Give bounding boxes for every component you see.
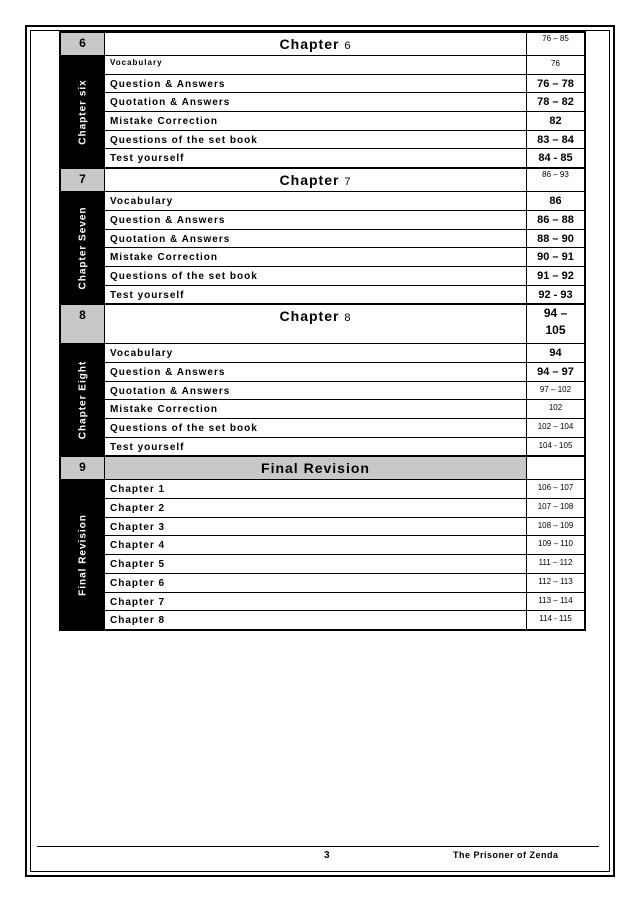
- toc-row: [105, 593, 584, 612]
- row-pages: 102: [526, 400, 584, 418]
- toc-row: [105, 286, 584, 304]
- section-final-revision: [59, 457, 586, 631]
- page-number: 3: [324, 850, 330, 861]
- row-label: Quotation & Answers: [110, 385, 231, 397]
- row-pages: 82: [526, 112, 584, 130]
- row-pages: 112 – 113: [526, 574, 584, 592]
- section-title: Chapter 8: [279, 308, 352, 325]
- row-label: Questions of the set book: [110, 134, 258, 146]
- toc-row: [105, 75, 584, 94]
- row-pages: 104 - 105: [526, 438, 584, 456]
- row-pages: 97 – 102: [526, 382, 584, 400]
- row-pages: 113 – 114: [526, 593, 584, 611]
- row-pages: 111 – 112: [526, 555, 584, 573]
- row-label: Chapter 6: [110, 577, 166, 589]
- side-label: Chapter Seven: [61, 192, 105, 303]
- row-pages: 94: [526, 344, 584, 362]
- section-header: [61, 305, 584, 344]
- row-pages: 109 – 110: [526, 536, 584, 554]
- row-pages: 90 – 91: [526, 248, 584, 266]
- section-number: 8: [61, 305, 105, 343]
- toc-row: [105, 230, 584, 249]
- row-label: Quotation & Answers: [110, 233, 231, 245]
- section-title: Final Revision: [105, 457, 526, 479]
- section-chapter-7: [59, 169, 586, 305]
- row-pages: 78 – 82: [526, 93, 584, 111]
- row-label: Chapter 1: [110, 484, 166, 496]
- row-pages: 76: [526, 56, 584, 74]
- toc-row: [105, 574, 584, 593]
- row-label: Mistake Correction: [110, 252, 219, 264]
- row-pages: 88 – 90: [526, 230, 584, 248]
- section-pages: [526, 457, 584, 479]
- toc-row: [105, 211, 584, 230]
- row-label: Chapter 2: [110, 503, 166, 515]
- section-number: 9: [61, 457, 105, 479]
- toc-row: [105, 131, 584, 150]
- toc-row: [105, 344, 584, 363]
- toc-row: [105, 363, 584, 382]
- toc-row: [105, 382, 584, 401]
- row-pages: 76 – 78: [526, 75, 584, 93]
- row-label: Test yourself: [110, 153, 185, 165]
- row-label: Vocabulary: [110, 196, 174, 208]
- toc-row: [105, 555, 584, 574]
- section-header: [61, 457, 584, 480]
- section-pages: 94 – 105: [526, 305, 584, 343]
- section-chapter-8: [59, 305, 586, 457]
- toc-row: [105, 438, 584, 456]
- toc-row: [105, 149, 584, 167]
- row-label: Chapter 5: [110, 559, 166, 571]
- row-pages: 108 – 109: [526, 518, 584, 536]
- row-label: Mistake Correction: [110, 116, 219, 128]
- toc-row: [105, 93, 584, 112]
- toc-row: [105, 56, 584, 75]
- section-title: Chapter 6: [279, 36, 352, 52]
- toc-row: [105, 419, 584, 438]
- book-title: The Prisoner of Zenda: [453, 850, 559, 860]
- side-label: Final Revision: [61, 480, 105, 629]
- toc-row: [105, 536, 584, 555]
- section-number: 7: [61, 169, 105, 191]
- row-pages: 107 – 108: [526, 499, 584, 517]
- row-pages: 91 – 92: [526, 267, 584, 285]
- toc-row: [105, 267, 584, 286]
- row-pages: 114 - 115: [526, 611, 584, 629]
- toc-row: [105, 480, 584, 499]
- row-label: Chapter 3: [110, 521, 166, 533]
- section-header: [61, 169, 584, 192]
- side-label: Chapter six: [61, 56, 105, 167]
- row-label: Chapter 8: [110, 615, 166, 627]
- section-pages: 86 – 93: [526, 169, 584, 191]
- row-label: Vocabulary: [110, 348, 174, 360]
- toc-row: [105, 248, 584, 267]
- row-label: Questions of the set book: [110, 423, 258, 434]
- row-label: Question & Answers: [110, 78, 226, 90]
- row-pages: 94 – 97: [526, 363, 584, 381]
- toc-row: [105, 611, 584, 629]
- toc-row: [105, 112, 584, 131]
- row-pages: 83 – 84: [526, 131, 584, 149]
- row-label: Quotation & Answers: [110, 97, 231, 109]
- row-label: Test yourself: [110, 289, 185, 301]
- toc-row: [105, 518, 584, 537]
- row-pages: 106 – 107: [526, 480, 584, 498]
- row-pages: 92 - 93: [526, 286, 584, 304]
- toc-row: [105, 400, 584, 419]
- row-label: Vocabulary: [110, 58, 163, 67]
- row-label: Chapter 4: [110, 540, 166, 552]
- section-number: 6: [61, 33, 105, 55]
- row-pages: 84 - 85: [526, 149, 584, 167]
- section-chapter-6: [59, 31, 586, 169]
- toc-row: [105, 192, 584, 211]
- row-label: Test yourself: [110, 441, 185, 453]
- row-pages: 86 – 88: [526, 211, 584, 229]
- row-label: Questions of the set book: [110, 270, 258, 282]
- toc-row: [105, 499, 584, 518]
- side-label: Chapter Eight: [61, 344, 105, 455]
- row-label: Chapter 7: [110, 596, 166, 608]
- row-label: Question & Answers: [110, 214, 226, 226]
- table-of-contents: [59, 31, 586, 631]
- row-label: Question & Answers: [110, 366, 226, 378]
- section-pages: 76 – 85: [526, 33, 584, 55]
- row-label: Mistake Correction: [110, 404, 219, 416]
- section-title: Chapter 7: [279, 172, 352, 189]
- footer-rule: [37, 846, 599, 847]
- row-pages: 86: [526, 192, 584, 210]
- row-pages: 102 – 104: [526, 419, 584, 437]
- section-header: [61, 33, 584, 56]
